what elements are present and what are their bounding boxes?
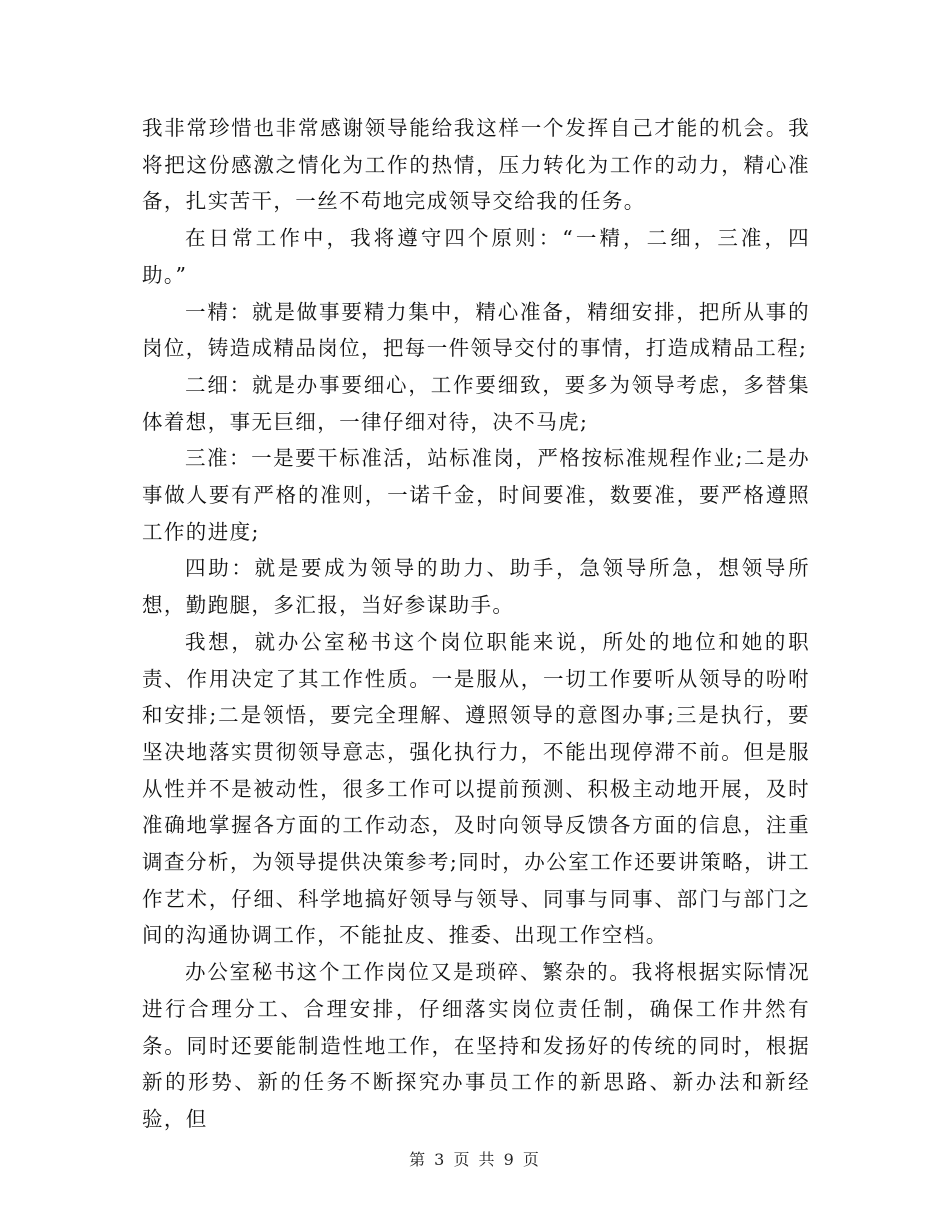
page-number-footer: 第 3 页 共 9 页: [409, 1150, 541, 1169]
paragraph: 我非常珍惜也非常感谢领导能给我这样一个发挥自己才能的机会。我将把这份感激之情化为工作的热情，压力转化为工作的动力，精心准备，扎实苦干，一丝不苟地完成领导交给我的任务。: [142, 116, 810, 214]
paragraph: 二细：就是办事要细心，工作要细致，要多为领导考虑，多替集体着想，事无巨细，一律仔细对待，决不马虎;: [142, 372, 810, 434]
paragraph: 一精：就是做事要精力集中，精心准备，精细安排，把所从事的岗位，铸造成精品岗位，把每一件领导交付的事情，打造成精品工程;: [142, 299, 810, 361]
document-body: [142, 110, 810, 1138]
paragraph: 在日常工作中，我将遵守四个原则：“一精，二细，三准，四助。”: [142, 226, 810, 287]
paragraph: 办公室秘书这个工作岗位又是琐碎、繁杂的。我将根据实际情况进行合理分工、合理安排，仔细落实岗位责任制，确保工作井然有条。同时还要能制造性地工作，在坚持和发扬好的传统的同时，根据新的形势、新的任务不断探究办事员工作的新思路、新办法和新经验，但: [142, 960, 810, 1131]
paragraph: 我想，就办公室秘书这个岗位职能来说，所处的地位和她的职责、作用决定了其工作性质。一是服从，一切工作要听从领导的吩咐和安排;二是领悟，要完全理解、遵照领导的意图办事;三是执行，要坚决地落实贯彻领导意志，强化执行力，不能出现停滞不前。但是服从性并不是被动性，很多工作可以提前预测、积极主动地开展，及时准确地掌握各方面的工作动态，及时向领导反馈各方面的信息，注重调查分析，为领导提供决策参考;同时，办公室工作还要讲策略，讲工作艺术，仔细、科学地搞好领导与领导、同事与同事、部门与部门之间的沟通协调工作，不能扯皮、推委、出现工作空档。: [142, 629, 810, 948]
paragraph: 四助：就是要成为领导的助力、助手，急领导所急，想领导所想，勤跑腿，多汇报，当好参谋助手。: [142, 556, 810, 618]
paragraph: 三准：一是要干标准活，站标准岗，严格按标准规程作业;二是办事做人要有严格的准则，一诺千金，时间要准，数要准，要严格遵照工作的进度;: [142, 446, 810, 544]
